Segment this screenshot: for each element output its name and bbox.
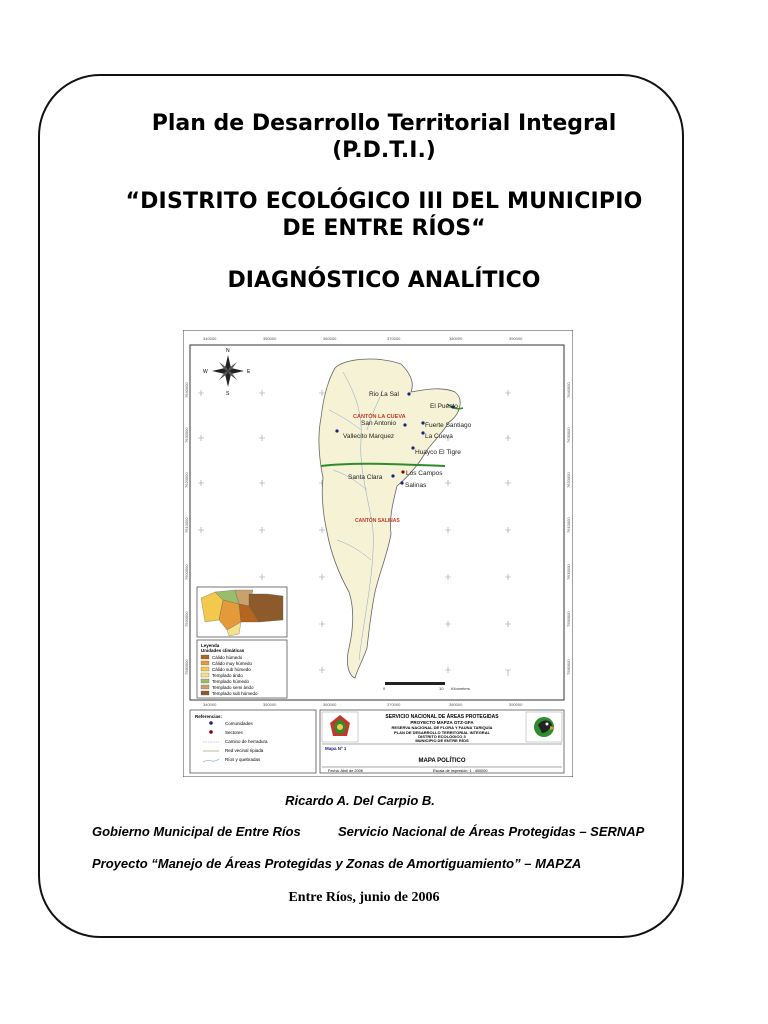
reference-item: Red vecinal ripiada xyxy=(225,748,264,753)
place-label: La Cueva xyxy=(425,433,453,440)
legend-label: Cálido húmedo xyxy=(212,654,243,660)
community-marker xyxy=(407,392,410,395)
tick-top: 370000 xyxy=(387,336,401,341)
scale-ten: 10 xyxy=(439,686,444,691)
doc-title-line1: Plan de Desarrollo Territorial Integral xyxy=(151,111,617,136)
place-label: Huayco El Tigre xyxy=(415,449,461,456)
titleblock-line5: DISTRITO ECOLÓGICO 3 xyxy=(418,734,466,739)
author: Ricardo A. Del Carpio B. xyxy=(285,793,435,808)
legend-label: Templado semi árido xyxy=(212,684,254,690)
organization-sernap: Servicio Nacional de Áreas Protegidas – SERNAP xyxy=(338,824,645,839)
place-label: Salinas xyxy=(405,482,427,489)
legend-label: Cálido sub húmedo xyxy=(212,666,251,672)
place-label: Rio La Sal xyxy=(369,391,399,398)
legend-swatch xyxy=(201,691,209,695)
tick-top: 340000 xyxy=(203,336,217,341)
tick-top: 360000 xyxy=(323,336,337,341)
legend-swatch xyxy=(201,679,209,683)
place-label: Vallecito Marquez xyxy=(343,433,395,440)
legend-swatch xyxy=(201,673,209,677)
compass-s: S xyxy=(226,391,230,397)
reference-item: Comunidades xyxy=(225,721,253,726)
tick-bottom: 380000 xyxy=(449,702,463,707)
place-label: Santa Clara xyxy=(348,474,383,481)
tick-right: 7580000 xyxy=(566,659,571,675)
tick-left: 7610000 xyxy=(184,517,189,533)
canton-label: CANTÓN LA CUEVA xyxy=(353,414,406,420)
map-number: Mapa Nº 1 xyxy=(325,746,347,751)
organization-municipal: Gobierno Municipal de Entre Ríos xyxy=(92,824,301,839)
compass-w: W xyxy=(203,369,208,375)
tick-top: 390000 xyxy=(509,336,523,341)
tick-left: 7580000 xyxy=(184,659,189,675)
tick-right: 7640000 xyxy=(566,382,571,398)
community-marker xyxy=(400,481,403,484)
tick-bottom: 350000 xyxy=(263,702,277,707)
tick-right: 7590000 xyxy=(566,611,571,627)
tick-bottom: 390000 xyxy=(509,702,523,707)
titleblock-line2: PROYECTO MAPZA GTZ-GFA xyxy=(410,720,474,725)
titleblock-line1: SERVICIO NACIONAL DE ÁREAS PROTEGIDAS xyxy=(385,714,499,720)
doc-title-line3: “DISTRITO ECOLÓGICO III DEL MUNICIPIO xyxy=(125,189,643,214)
legend-swatch xyxy=(201,667,209,671)
place-label: El Puesto xyxy=(430,403,458,410)
legend-title: Leyenda xyxy=(201,643,220,648)
map-name: MAPA POLÍTICO xyxy=(418,758,466,764)
doc-subtitle: DIAGNÓSTICO ANALÍTICO xyxy=(227,268,541,293)
community-marker xyxy=(403,423,406,426)
map-date: Fecha: Abril de 2006 xyxy=(328,769,363,773)
tick-left: 7590000 xyxy=(184,611,189,627)
tick-top: 380000 xyxy=(449,336,463,341)
map-print-scale: Escala de Impresión: 1 : 400000 xyxy=(433,769,488,773)
tick-right: 7600000 xyxy=(566,564,571,580)
references-title: Referencias: xyxy=(195,714,223,719)
political-map xyxy=(183,330,573,777)
legend-swatch xyxy=(201,685,209,689)
doc-title-line4: DE ENTRE RÍOS“ xyxy=(282,216,486,241)
project-name: Proyecto “Manejo de Áreas Protegidas y Zonas de Amortiguamiento” – MAPZA xyxy=(92,856,582,871)
tick-left: 7600000 xyxy=(184,564,189,580)
tick-right: 7610000 xyxy=(566,517,571,533)
community-marker xyxy=(391,474,394,477)
sector-symbol-icon xyxy=(209,730,213,734)
legend-subtitle: Unidades climáticas xyxy=(201,648,245,653)
tick-top: 350000 xyxy=(263,336,277,341)
scale-unit: Kilometers xyxy=(451,686,470,691)
tick-bottom: 340000 xyxy=(203,702,217,707)
community-marker xyxy=(335,429,338,432)
tick-bottom: 360000 xyxy=(323,702,337,707)
place-and-date: Entre Ríos, junio de 2006 xyxy=(288,890,440,905)
doc-title-line2: (P.D.T.I.) xyxy=(332,138,436,163)
canton-label: CANTÓN SALINAS xyxy=(355,518,400,524)
tick-left: 7630000 xyxy=(184,427,189,443)
reference-item: Sectores xyxy=(225,730,243,735)
tick-right: 7630000 xyxy=(566,427,571,443)
legend-label: Templado húmedo xyxy=(212,678,250,684)
scale-zero: 0 xyxy=(383,686,386,691)
place-label: Los Campos xyxy=(406,470,443,477)
tick-right: 7620000 xyxy=(566,472,571,488)
titleblock-line4: PLAN DE DESARROLLO TERRITORIAL INTEGRAL xyxy=(393,730,491,735)
titleblock-line6: MUNICIPIO DE ENTRE RÍOS xyxy=(415,738,469,743)
legend-label: Cálido muy húmedo xyxy=(212,660,253,666)
legend-label: Templado sub húmedo xyxy=(212,690,258,696)
place-label: San Antonio xyxy=(361,420,397,427)
references-box xyxy=(190,710,316,773)
place-label: Fuerte Santiago xyxy=(425,422,472,429)
tick-bottom: 370000 xyxy=(387,702,401,707)
reference-item: Ríos y quebradas xyxy=(225,757,261,762)
map-title-block xyxy=(320,710,564,773)
legend-label: Templado árido xyxy=(212,672,243,678)
reference-item: Camino de herradura xyxy=(225,739,268,744)
compass-n: N xyxy=(226,348,230,354)
legend-swatch xyxy=(201,655,209,659)
inset-climate-map xyxy=(197,587,287,637)
community-symbol-icon xyxy=(209,721,213,725)
legend-swatch xyxy=(201,661,209,665)
compass-e: E xyxy=(247,369,251,375)
climate-legend xyxy=(197,640,287,698)
sector-marker xyxy=(401,470,404,473)
tick-left: 7620000 xyxy=(184,472,189,488)
titleblock-line3: RESERVA NACIONAL DE FLORA Y FAUNA TARIQUÍA xyxy=(391,725,493,730)
tick-left: 7640000 xyxy=(184,382,189,398)
